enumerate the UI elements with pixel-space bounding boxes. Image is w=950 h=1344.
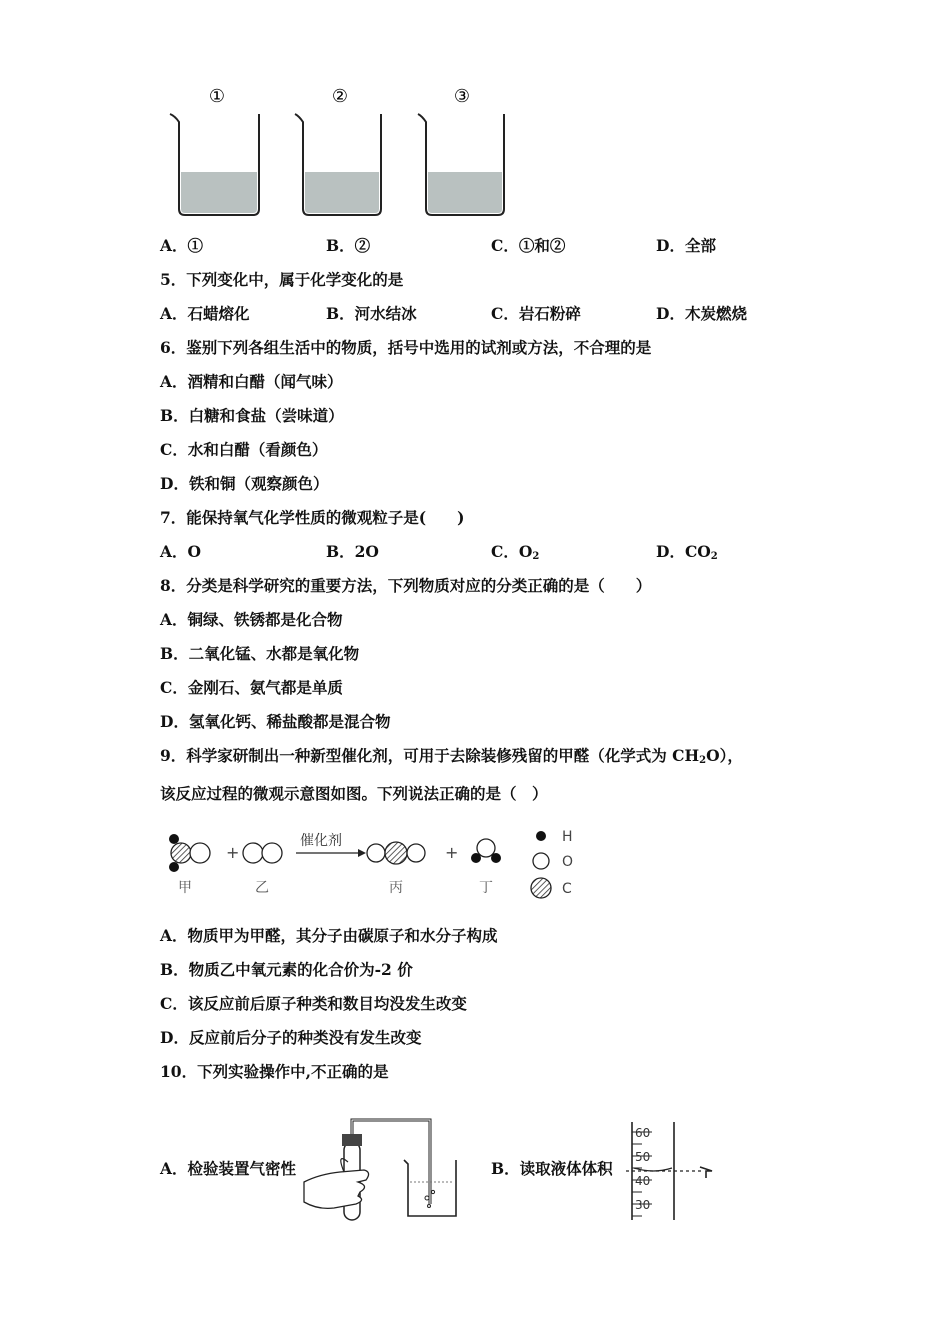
q7-option-d[interactable]	[656, 542, 718, 567]
q5-option-d[interactable]: D．木炭燃烧	[656, 304, 747, 323]
q5-stem: 5．下列变化中，属于化学变化的是	[160, 270, 404, 289]
molecule-jia	[169, 834, 210, 872]
beaker-1	[170, 86, 259, 215]
legend-c: C	[562, 881, 572, 897]
scale-30: 30	[635, 1198, 651, 1212]
beaker-label-3: ③	[453, 86, 471, 107]
q10-stem: 10．下列实验操作中,不正确的是	[160, 1062, 389, 1081]
q6-option-a[interactable]: A．酒精和白醋（闻气味）	[160, 372, 343, 391]
q9-stem-line2: 该反应过程的微观示意图如图。下列说法正确的是（ ）	[160, 784, 548, 803]
q6-option-c[interactable]: C．水和白醋（看颜色）	[160, 440, 328, 459]
beaker-option-d[interactable]: D．全部	[656, 236, 716, 255]
catalyst-label: 催化剂	[300, 833, 342, 849]
q8-option-c[interactable]: C．金刚石、氨气都是单质	[160, 678, 343, 697]
graduated-cylinder	[622, 1118, 722, 1222]
beaker-option-b[interactable]: B．②	[326, 236, 371, 255]
name-ding: 丁	[479, 880, 493, 896]
q7-option-a[interactable]: A．O	[160, 542, 202, 561]
scale-40: 40	[635, 1174, 651, 1188]
beakers-figure	[165, 84, 515, 224]
q8-option-d[interactable]: D．氢氧化钙、稀盐酸都是混合物	[160, 712, 391, 731]
q10-option-b[interactable]: B．读取液体体积	[491, 1159, 613, 1178]
q6-option-b[interactable]: B．白糖和食盐（尝味道）	[160, 406, 344, 425]
name-jia: 甲	[178, 880, 192, 896]
beaker-label-1: ①	[208, 86, 226, 107]
q5-option-c[interactable]: C．岩石粉碎	[491, 304, 581, 323]
q9-option-c[interactable]: C．该反应前后原子种类和数目均没发生改变	[160, 994, 467, 1013]
q7-option-d-sub: 2	[710, 551, 718, 562]
name-bing: 丙	[389, 880, 403, 896]
reaction-diagram	[163, 822, 593, 904]
q6-option-d[interactable]: D．铁和铜（观察颜色）	[160, 474, 329, 493]
reaction-arrow	[296, 832, 366, 857]
q9-stem-a: 9．科学家研制出一种新型催化剂，可用于去除装修残留的甲醛（化学式为 CH	[160, 746, 700, 765]
q7-option-c[interactable]	[491, 542, 539, 567]
atom-legend	[531, 829, 573, 898]
product-plus: +	[445, 843, 459, 862]
beaker-option-a[interactable]: A．①	[160, 236, 204, 255]
q9-stem-line1	[160, 746, 743, 771]
beaker-option-c[interactable]: C．①和②	[491, 236, 566, 255]
q8-stem: 8．分类是科学研究的重要方法，下列物质对应的分类正确的是（ ）	[160, 576, 652, 595]
molecule-yi	[243, 843, 282, 863]
beaker-label-2: ②	[331, 86, 349, 107]
q9-stem-b: O），	[706, 746, 743, 765]
beaker-2	[295, 86, 381, 215]
name-yi: 乙	[255, 880, 269, 896]
q9-option-b[interactable]: B．物质乙中氧元素的化合价为-2 价	[160, 960, 413, 979]
q9-option-d[interactable]: D．反应前后分子的种类没有发生改变	[160, 1028, 422, 1047]
q10-option-a[interactable]: A．检验装置气密性	[160, 1159, 297, 1178]
reactant-plus: +	[226, 843, 240, 862]
q6-stem: 6．鉴别下列各组生活中的物质，括号中选用的试剂或方法，不合理的是	[160, 338, 652, 357]
q8-option-a[interactable]: A．铜绿、铁锈都是化合物	[160, 610, 343, 629]
legend-o: O	[562, 854, 574, 870]
molecule-ding	[471, 839, 501, 863]
scale-60: 60	[635, 1126, 651, 1140]
q7-option-b[interactable]: B．2O	[326, 542, 379, 561]
legend-h: H	[562, 829, 573, 845]
beaker-3	[418, 86, 504, 215]
q5-option-a[interactable]: A．石蜡熔化	[160, 304, 250, 323]
q7-option-c-sub: 2	[532, 551, 540, 562]
q7-option-c-text: C．O	[491, 542, 533, 561]
q5-option-b[interactable]: B．河水结冰	[326, 304, 417, 323]
airtightness-apparatus	[300, 1112, 465, 1224]
q9-option-a[interactable]: A．物质甲为甲醛，其分子由碳原子和水分子构成	[160, 926, 498, 945]
q9-stem-sub: 2	[699, 755, 707, 766]
scale-50: 50	[635, 1150, 651, 1164]
q8-option-b[interactable]: B．二氧化锰、水都是氧化物	[160, 644, 360, 663]
molecule-bing	[367, 842, 425, 864]
q7-option-d-text: D．CO	[656, 542, 711, 561]
q7-stem: 7．能保持氧气化学性质的微观粒子是( )	[160, 508, 465, 527]
